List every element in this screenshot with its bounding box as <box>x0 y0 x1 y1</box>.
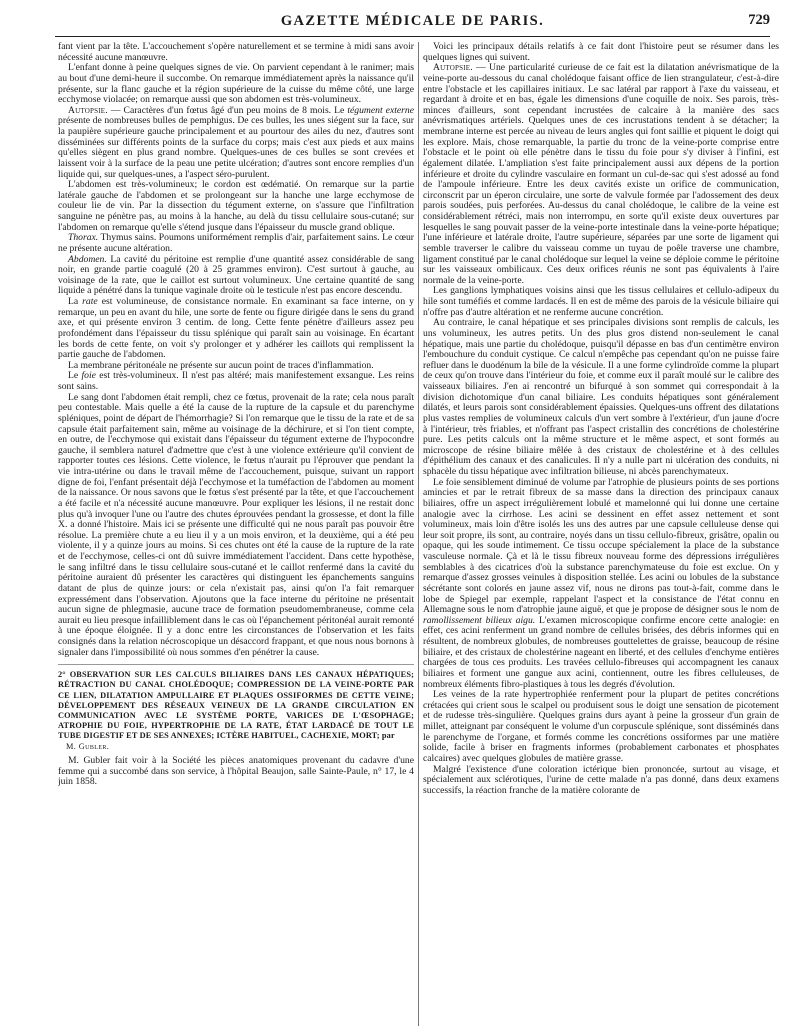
observation-author: M. Gubler. <box>66 741 110 751</box>
paragraph: Malgré l'existence d'une coloration ictérique bien prononcée, surtout au visage, et spécialement aux sclérotiques, l'urine de cette malade n'a pas donné, dans deux examens successifs, la réaction franche de la matière colorante de <box>423 763 779 796</box>
page-number: 729 <box>748 12 770 28</box>
paragraph <box>423 478 779 691</box>
text-run: — Caractères d'un fœtus âgé d'un peu moins de 8 mois. Le <box>107 104 348 116</box>
paragraph: Les veines de la rate hypertrophiée renferment pour la plupart de petites concrétions crétacées qui crient sous le scalpel ou produisent sous le doigt une sensation de picotement et de rudesse très-singulière. Quelques grains durs ayant à peine la grosseur d'un grain de millet, atteignant par conséquent le volume d'un corpuscule splénique, sont disséminés dans le parenchyme de l'organe, et formés comme les concrétions ossiformes par une matière solide, facile à briser en fragments informes (probablement carbonates et phosphates calcaires) avec quelques globules de matière grasse. <box>423 689 779 764</box>
section-label: Autopsie. <box>433 62 473 74</box>
emphasis: Thorax. <box>68 232 99 244</box>
text-run: est très-volumineux. Il n'est pas altéré; mais manifestement exsangue. Les reins sont sains. <box>58 370 414 392</box>
paragraph: Les ganglions lymphatiques voisins ainsi que les tissus cellulaires et cellulo-adipeux du hile sont tuméfiés et comme lardacés. Il en est de même des parois de la vésicule biliaire qui n'offre pas d'autre altération et ne renferme aucune concrétion. <box>423 285 779 318</box>
section-label: Autopsie. <box>68 104 108 116</box>
emphasis: Abdomen. <box>68 253 107 265</box>
right-column <box>423 42 779 1026</box>
left-column <box>58 42 414 1026</box>
paragraph <box>58 297 414 361</box>
paragraph <box>58 106 414 180</box>
paragraph: Voici les principaux détails relatifs à ce fait dont l'histoire peut se résumer dans les quelques lignes qui suivent. <box>423 42 779 63</box>
paragraph: Le sang dont l'abdomen était rempli, chez ce fœtus, provenait de la rate; cela nous paraît peu contestable. Mais quelle a été la cause de la rupture de la capsule et du parenchyme spléniques, point de départ de l'hémorrhagie? Si l'on remarque que le tissu de la rate et de sa capsule était parfaitement sain, même au voisinage de la déchirure, et si l'on tient compte, en outre, de l'ecchymose qui existait dans l'épaisseur du tégument externe de l'hypocondre gauche, il semblera naturel d'admettre que c'est à une violence extérieure qu'il convient de rapporter toutes ces lésions. Cette violence, le fœtus n'aurait pu l'éprouver que pendant la vie intra-utérine ou dans le travail même de l'accouchement, puisque, suivant un rapport digne de foi, l'enfant présentait déjà l'ecchymose et la tuméfaction de l'abdomen au moment de la naissance. Or nous savons que le fœtus s'est présenté par la tête, et que l'accouchement a été facile et n'a nécessité aucune manœuvre. Pour expliquer les lésions, il ne restait donc plus qu'à invoquer l'une ou l'autre des chutes éprouvées pendant la grossesse, et dont la fille X. a donné l'histoire. Mais ici se présente une difficulté qui ne nous paraît pas pouvoir être résolue. La première chute a eu lieu il y a un mois environ, et la deuxième, qui a été peu violente, il y a quinze jours au moins. Si ces chutes ont été la cause de la rupture de la rate et de l'ecchymose, celles-ci ont dû suivre immédiatement l'accident. Dans cette hypothèse, le sang infiltré dans le tissu cellulaire sous-cutané et le caillot renfermé dans la cavité du péritoine auraient dû présenter les caractères qui distinguent les épanchements sanguins datant de plus de quinze jours: or cela n'existait pas, ainsi qu'on l'a fait remarquer expressément dans l'observation. Ajoutons que la face interne du péritoine ne présentait aucun signe de phlegmasie, aucune trace de formation pseudomembraneuse, comme cela aurait eu lieu presque infailliblement dans le cas où l'épanchement péritonéal aurait remonté à une époque éloignée. Il y a donc entre les circonstances de l'observation et les faits consignés dans la relation nécroscopique un désaccord frappant, et que nous nous bornons à signaler dans l'impossibilité où nous sommes d'en pénétrer la cause. <box>58 391 414 658</box>
observation-heading <box>58 664 414 752</box>
text-run: — Une particularité curieuse de ce fait est la dilatation anévrismatique de la veine-porte au-dessous du canal cholédoque faisant office de lien strangulateur, c'est-à-dire entre l'obstacle et les capillaires initiaux. Le sac latéral par rapport à l'axe du vaisseau, et regardant à droite et en bas, égale les dimensions d'une coquille de noix. Ses parois, très-minces d'ailleurs, sont cependant incrustées de calcaire à la manière des sacs anévrismatiques artériels. Quelques unes de ces incrustations tendent à se détacher; la membrane interne est percée au niveau de leurs angles qui font saillie et piquent le doigt qui les explore. Mais, chose remarquable, la partie du tronc de la veine-porte comprise entre l'obstacle et le point où elle pénètre dans le tissu du foie pour s'y diviser à l'infini, est également dilatée. L'ampliation s'est faite principalement aussi aux dépens de la portion inférieure et droite du cylindre vasculaire en formant un cul-de-sac qui s'est adossé au fond de l'ampoule inférieure. Entre les deux cavités existe un orifice de communication, circonscrit par un éperon circulaire, une sorte de valvule formée par l'adossement des deux parois soudées, puis perforées. Au-dessus du canal cholédoque, le calibre de la veine est considérablement rétréci, mais non interrompu, en sorte qu'il existe deux ouvertures par lesquelles le sang pouvait passer de la veine-porte intestinale dans la veine-porte hépatique; l'une inférieure et latérale droite, l'autre supérieure, séparées par une sorte de ligament qui semble traverser le calibre du vaisseau comme un tuyau de poêle traverse une chambre, ligament constitué par le canal cholédoque sur lequel la veine se déploie comme le péritoine sur les vaisseaux ombilicaux. Ces deux orifices réunis ne sont pas équivalents à l'aire normale de la veine-porte. <box>423 62 779 286</box>
emphasis: tégument externe <box>347 104 414 116</box>
emphasis: ramollissement bilieux aigu. <box>423 614 536 626</box>
observation-title: 2° OBSERVATION SUR LES CALCULS BILIAIRES DANS LES CANAUX HÉPATIQUES; RÉTRACTION DU CANAL CHOLÉDOQUE; COMPRESSION DE LA VEINE-PORTE PAR CE LIEN, DILATATION AMPULLAIRE ET PLAQUES OSSIFORMES DE CETTE VEINE; DÉVELOPPEMENT DES RÉSEAUX VEINEUX DE LA GRANDE CIRCULATION EN COMMUNICATION AVEC LE SYSTÈME PORTE, VARICES DE L'ŒSOPHAGE; ATROPHIE DU FOIE, HYPERTROPHIE DE LA RATE, ÉTAT LARDACÉ DE TOUT LE TUBE DIGESTIF ET DE SES ANNEXES; ICTÈRE HABITUEL, CACHEXIE, MORT; par <box>58 670 414 741</box>
text-run: L'examen microscopique confirme encore cette analogie: en effet, ces acini renferment un grand nombre de cellules brisées, des débris informes qui en résultent, de nombreux globules, de nombreuses gouttelettes de graisse, beaucoup de résine biliaire, et des cristaux de cholestérine nageant en liberté, et des cellules d'enchyme entières chargées de tous ces produits. Les travées cellulo-fibreuses qui accompagnent les canaux biliaires et forment une gangue aux acini, contiennent, outre les fibres celluleuses, de nombreux éléments fibro-plastiques à tous les degrés d'évolution. <box>423 614 779 690</box>
paragraph: L'enfant donne à peine quelques signes de vie. On parvient cependant à le ranimer; mais au bout d'une demi-heure il succombe. On remarque immédiatement après la naissance qu'il présente, sur la flanc gauche et la région supérieure de la cuisse du même côté, une large ecchymose violacée; on remarque aussi que son abdomen est très-volumineux. <box>58 62 414 106</box>
page-header <box>55 10 770 37</box>
paragraph: L'abdomen est très-volumineux; le cordon est œdématié. On remarque sur la partie latérale gauche de l'abdomen et se prolongeant sur la hanche une large ecchymose de couleur lie de vin. Par la dissection du tégument externe, on s'assure que l'infiltration sanguine ne pénètre pas, au moins à la hanche, au delà du tissu cellulaire sous-cutané; sur l'abdomen on remarque qu'elle s'étend jusque dans l'épaisseur du muscle grand oblique. <box>58 179 414 233</box>
text-run: présente de nombreuses bulles de pemphigus. De ces bulles, les unes siégent sur la face, sur la paupière supérieure gauche principalement et au pourtour des ailes du nez, d'autres sont disséminées sur différents points de la surface du corps; mais c'est aux pieds et aux mains qu'elles siègent en plus grand nombre. Quelques-unes de ces bulles se sont crevées et laissent voir à la surface de la peau une petite ulcération; d'autres sont encore remplies d'un liquide qui, sur quelques-unes, a l'aspect séro-purulent. <box>58 115 414 180</box>
text-run: Thymus sains. Poumons uniformément remplis d'air, parfaitement sains. Le cœur ne présente aucune altération. <box>58 232 414 254</box>
paragraph: La membrane péritonéale ne présente sur aucun point de traces d'inflammation. <box>68 359 374 371</box>
journal-title: GAZETTE MÉDICALE DE PARIS. <box>280 13 545 29</box>
paragraph: fant vient par la tête. L'accouchement s'opère naturellement et se termine à midi sans avoir nécessité aucune manœuvre. <box>58 42 414 63</box>
paragraph: M. Gubler fait voir à la Société les pièces anatomiques provenant du cadavre d'une femme qui a succombé dans son service, à l'hôpital Beaujon, salle Sainte-Paule, n° 17, le 4 juin 1858. <box>58 754 414 788</box>
emphasis: rate <box>82 296 98 307</box>
column-divider <box>418 42 419 1026</box>
text-run: est volumineuse, de consistance normale. En examinant sa face interne, on y remarque, un peu en avant du hile, une sorte de fente ou figure dirigée dans le sens du grand axe, et qui présente environ 3 centim. de long. Cette fente pénètre d'ailleurs assez peu profondément dans l'épaisseur du tissu splénique qui paraît sain au voisinage. En écartant les bords de cette fente, on voit s'y prolonger et y adhérer les caillots qui remplissent la partie gauche de l'abdomen. <box>58 296 414 361</box>
text-run: Le foie sensiblement diminué de volume par l'atrophie de plusieurs points de ses portions amincies et par le retrait fibreux de sa masse dans la direction des principaux canaux biliaires, offre un aspect irrégulièrement lobulé et mamelonné qui lui donne une certaine analogie avec la cirrhose. Les acini se dessinent en effet assez nettement et sont volumineux, mais loin d'être isolés les uns des autres par une capsule celluleuse dense qui leur soit propre, ils sont, au contraire, noyés dans un tissu cellulo-fibreux, grisâtre, opalin ou opaque, qui les soude intimement. Ce tissu occupe spécialement la place de la substance vasculeuse normale. Çà et là le tissu fibreux nouveau forme des dépressions irrégulières semblables à des cicatrices d'où la substance parenchymateuse du foie est exclue. On y remarque d'assez grosses veinules à disposition stellée. Les acini ou lobules de la substance sécrétante sont colorés en jaune assez vif, nous ne dirons pas tout-à-fait, comme dans le lobe de Spiegel par exemple, rappelant l'aspect et la consistance de l'état connu en Allemagne sous le nom d'atrophie jaune aiguë, et que je propose de désigner sous le nom de <box>423 476 779 616</box>
paragraph: Au contraire, le canal hépatique et ses principales divisions sont remplis de calculs, les uns volumineux, les autres petits. Un des plus gros distend non-seulement le canal hépatique, mais une partie du cholédoque, puisqu'il dépasse en bas d'un centimètre environ l'embouchure du conduit cystique. Ce calcul n'empêche pas cependant qu'on ne puisse faire refluer dans le duodénum la bile de la vésicule. Il a une forme cylindroïde comme la plupart de ceux qu'on trouve dans l'intérieur du foie, et comme eux il paraît moulé sur le calibre des vaisseaux biliaires. J'en ai rencontré un bifurqué à son sommet qui correspondait à la division dichotomique d'un canal biliaire. Les conduits hépatiques sont généralement dilatés, et leurs parois sont considérablement épaissies. Quelques-uns offrent des dilatations plus vastes remplies de volumineux calculs d'un vert sombre à l'extérieur, d'un jaune d'ocre à l'intérieur, très friables, et n'offrant pas l'aspect cristallin des concrétions de cholestérine pure. Les petits calculs ont la même structure et le même aspect, et sont formés au microscope de résine biliaire mêlée à des cristaux de cholestérine et à des cellules d'épithélium des canaux et des canalicules. Il n'y a nulle part ni ulcération des conduits, ni sphacèle du tissu hépatique avec infiltration bilieuse, ni abcès parenchymateux. <box>423 317 779 477</box>
paragraph <box>58 255 414 298</box>
paragraph <box>58 233 414 254</box>
text-run: La <box>68 296 83 307</box>
emphasis: foie <box>81 370 96 382</box>
text-run: Le <box>68 370 82 382</box>
paragraph <box>58 371 414 392</box>
paragraph <box>423 63 779 286</box>
text-run: La cavité du péritoine est remplie d'une quantité assez considérable de sang noir, en grande partie coagulé (20 à 25 grammes environ). C'est surtout à gauche, au voisinage de la rate, que le caillot est surtout volumineux. Une certaine quantité de sang liquide a pénétré dans la tunique vaginale droite où le testicule n'est pas encore descendu. <box>58 253 414 297</box>
